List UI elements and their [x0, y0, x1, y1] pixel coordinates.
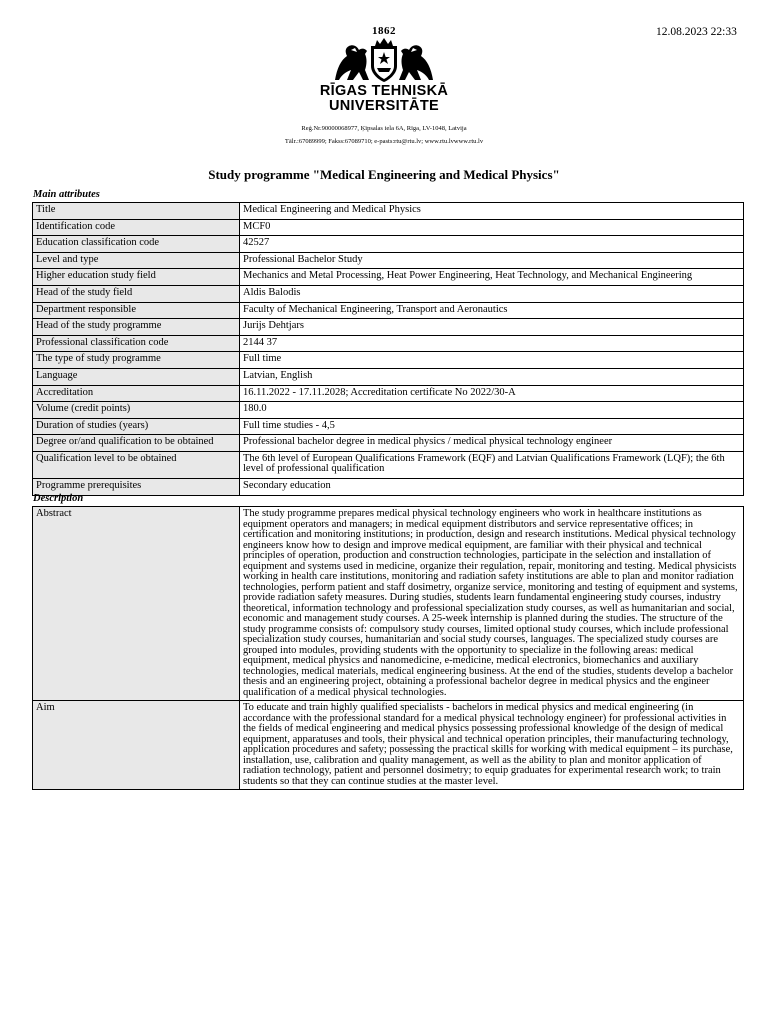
attribute-name: Higher education study field	[33, 269, 240, 286]
attribute-name: Aim	[33, 701, 240, 790]
registration-address: Reģ.Nr.90000068977, Ķīpsalas iela 6A, Rīga, LV-1048, Latvija	[301, 125, 467, 132]
table-row	[33, 219, 744, 236]
attribute-value: 2144 37	[240, 335, 744, 352]
table-row	[33, 435, 744, 452]
attribute-value: Faculty of Mechanical Engineering, Transport and Aeronautics	[240, 302, 744, 319]
table-row	[33, 269, 744, 286]
attribute-value: 42527	[240, 236, 744, 253]
attribute-name: Education classification code	[33, 236, 240, 253]
attribute-name: Language	[33, 368, 240, 385]
table-row	[33, 507, 744, 701]
university-crest-icon	[331, 38, 437, 84]
table-row	[33, 285, 744, 302]
attribute-name: Duration of studies (years)	[33, 418, 240, 435]
main-attributes-table	[32, 202, 744, 496]
attribute-name: Identification code	[33, 219, 240, 236]
attribute-value: 16.11.2022 - 17.11.2028; Accreditation certificate No 2022/30-A	[240, 385, 744, 402]
attribute-name: Abstract	[33, 507, 240, 701]
attribute-value: 180.0	[240, 402, 744, 419]
main-attributes-heading: Main attributes	[33, 189, 100, 200]
table-row	[33, 701, 744, 790]
attribute-name: Title	[33, 203, 240, 220]
table-row	[33, 402, 744, 419]
attribute-name: Programme prerequisites	[33, 478, 240, 495]
attribute-name: Department responsible	[33, 302, 240, 319]
table-row	[33, 319, 744, 336]
table-row	[33, 203, 744, 220]
attribute-name: Degree or/and qualification to be obtained	[33, 435, 240, 452]
attribute-name: Level and type	[33, 252, 240, 269]
table-row	[33, 252, 744, 269]
table-row	[33, 352, 744, 369]
attribute-name: Head of the study programme	[33, 319, 240, 336]
attribute-name: The type of study programme	[33, 352, 240, 369]
document-title: Study programme "Medical Engineering and Medical Physics"	[208, 167, 560, 182]
university-name-line2: UNIVERSITĀTE	[329, 98, 439, 114]
attribute-value: Jurijs Dehtjars	[240, 319, 744, 336]
attribute-name: Head of the study field	[33, 285, 240, 302]
table-row	[33, 335, 744, 352]
attribute-value: Professional bachelor degree in medical physics / medical physical technology engineer	[240, 435, 744, 452]
attribute-value: MCF0	[240, 219, 744, 236]
attribute-value: Professional Bachelor Study	[240, 252, 744, 269]
description-heading: Description	[33, 493, 84, 504]
attribute-value: Latvian, English	[240, 368, 744, 385]
table-row	[33, 302, 744, 319]
attribute-name: Professional classification code	[33, 335, 240, 352]
table-row	[33, 368, 744, 385]
letterhead	[0, 26, 768, 148]
university-name-line1: RĪGAS TEHNISKĀ	[319, 83, 449, 99]
description-table	[32, 506, 744, 790]
table-row	[33, 478, 744, 495]
table-row	[33, 451, 744, 478]
print-timestamp: 12.08.2023 22:33	[656, 26, 737, 38]
attribute-value: Medical Engineering and Medical Physics	[240, 203, 744, 220]
attribute-name: Qualification level to be obtained	[33, 451, 240, 478]
attribute-value: Secondary education	[240, 478, 744, 495]
attribute-value: Aldis Balodis	[240, 285, 744, 302]
founding-year: 1862	[372, 25, 396, 37]
table-row	[33, 385, 744, 402]
phone-email-web: Tālr.:67089999; Fakss:67089710; e-pasts:rtu@rtu.lv; www.rtu.lvwww.rtu.lv	[284, 138, 484, 145]
university-contacts	[0, 122, 768, 148]
attribute-value: Mechanics and Metal Processing, Heat Power Engineering, Heat Technology, and Mechanical Engineering	[240, 269, 744, 286]
attribute-value: Full time studies - 4,5	[240, 418, 744, 435]
attribute-value: The study programme prepares medical physical technology engineers who work in healthcare institutions as equipment operators and managers; in medical equipment distributors and service representative offices; in certification and monitoring institutions; in production, design and research institutions. Medical physical technology engineers know how to design and improve medical equipment, are familiar with their physical and technical principles of operation, production and construction technologies, participate in the selection and installation of equipment and systems used in medicine, organize their regulation, repair, monitoring and testing. Medical physicists working in health care institutions, monitoring and radiation safety institutions are able to plan and monitor radiation technologies, perform patient and staff dosimetry, organize service, monitoring and testing of equipment and systems, provide radiation safety measures. During studies, students learn fundamental engineering study courses, industry theoretical, information technology and professional specialization study courses, as well as humanitarian and social, economic and management study courses. A 25-week internship is planned during the studies. The structure of the study programme consists of: compulsory study courses, limited optional study courses, which include professional specialization study courses, humanitarian and social study courses, languages. The specialized study courses are grouped into modules, providing students with the opportunity to specialize in the following areas: medical equipment, medical physics and nanomedicine, e-medicine, medical electronics, biomechanics and auxiliary technologies, medical materials, medical engineering business. At the end of the studies, students develop a bachelor thesis and an engineering project, obtaining a professional bachelor degree in medical physics and the engineer qualification of a medical physical technologies.	[240, 507, 744, 701]
table-row	[33, 418, 744, 435]
table-row	[33, 236, 744, 253]
attribute-value: To educate and train highly qualified specialists - bachelors in medical physics and medical engineering (in accordance with the professional standard for a medical physical technology engineer) for professional activities in the fields of medical engineering and medical physics possessing professional knowledge of the design of medical equipment, apparatuses and tools, their physical and technical operation principles, their manufacturing technology, application procedures and safety; possessing the practical skills for working with medical equipment – its purchase, installation, use, calibration and quality management, as well as the ability to plan and monitor application of radiation technology, patient and personnel dosimetry; to equip graduates for experimental research work; to train students so that they can continue studies at the master level.	[240, 701, 744, 790]
attribute-value: Full time	[240, 352, 744, 369]
attribute-name: Volume (credit points)	[33, 402, 240, 419]
attribute-value: The 6th level of European Qualifications Framework (EQF) and Latvian Qualifications Framework (LQF); the 6th level of professional qualification	[240, 451, 744, 478]
attribute-name: Accreditation	[33, 385, 240, 402]
